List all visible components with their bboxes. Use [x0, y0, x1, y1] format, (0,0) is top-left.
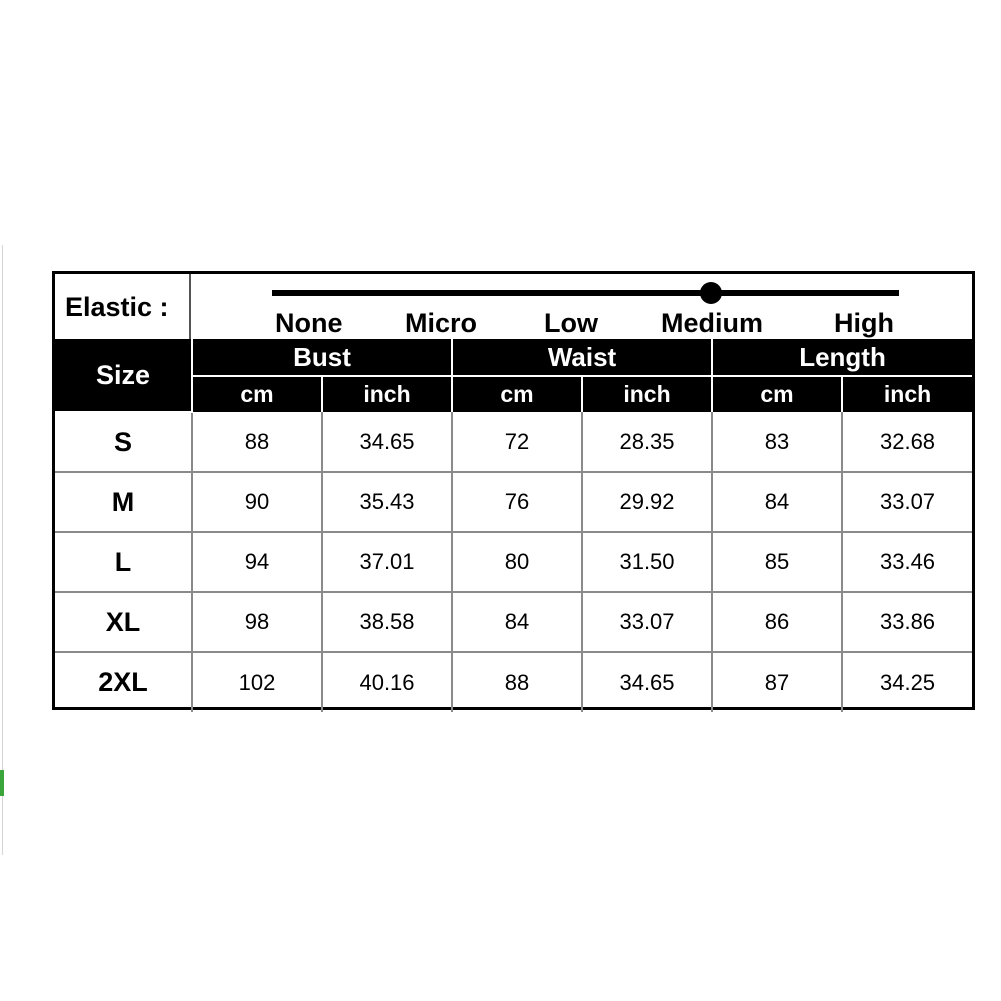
value-cell: 88	[452, 652, 582, 712]
value-cell: 84	[712, 472, 842, 532]
unit-header-bust-inch: inch	[322, 376, 452, 412]
size-cell: M	[55, 472, 192, 532]
value-cell: 31.50	[582, 532, 712, 592]
header-row-units	[55, 376, 972, 412]
value-cell: 102	[192, 652, 322, 712]
unit-header-length-cm: cm	[712, 376, 842, 412]
size-column-header: Size	[55, 339, 192, 412]
value-cell: 34.65	[322, 412, 452, 472]
value-cell: 37.01	[322, 532, 452, 592]
value-cell: 33.46	[842, 532, 972, 592]
size-cell: XL	[55, 592, 192, 652]
unit-header-waist-inch: inch	[582, 376, 712, 412]
size-table	[55, 339, 972, 712]
elastic-scale-bar	[272, 290, 899, 296]
header-row-groups	[55, 339, 972, 376]
value-cell: 98	[192, 592, 322, 652]
table-row	[55, 592, 972, 652]
value-cell: 87	[712, 652, 842, 712]
value-cell: 38.58	[322, 592, 452, 652]
left-edge-line	[2, 245, 3, 855]
value-cell: 83	[712, 412, 842, 472]
value-cell: 28.35	[582, 412, 712, 472]
value-cell: 90	[192, 472, 322, 532]
value-cell: 40.16	[322, 652, 452, 712]
value-cell: 88	[192, 412, 322, 472]
elastic-row	[55, 274, 972, 339]
value-cell: 84	[452, 592, 582, 652]
size-chart	[52, 271, 975, 710]
value-cell: 85	[712, 532, 842, 592]
elastic-scale-knob	[700, 282, 722, 304]
table-row	[55, 472, 972, 532]
group-header-length: Length	[712, 339, 972, 376]
table-row	[55, 532, 972, 592]
value-cell: 33.86	[842, 592, 972, 652]
value-cell: 86	[712, 592, 842, 652]
size-cell: L	[55, 532, 192, 592]
unit-header-waist-cm: cm	[452, 376, 582, 412]
value-cell: 80	[452, 532, 582, 592]
value-cell: 33.07	[582, 592, 712, 652]
group-header-bust: Bust	[192, 339, 452, 376]
elastic-level-high: High	[834, 308, 894, 338]
table-row	[55, 412, 972, 472]
left-edge-marker	[0, 770, 4, 796]
elastic-level-none: None	[275, 308, 343, 338]
unit-header-bust-cm: cm	[192, 376, 322, 412]
value-cell: 72	[452, 412, 582, 472]
value-cell: 29.92	[582, 472, 712, 532]
value-cell: 32.68	[842, 412, 972, 472]
size-cell: S	[113, 426, 132, 457]
elastic-level-micro: Micro	[405, 308, 478, 338]
group-header-waist: Waist	[452, 339, 712, 376]
elastic-level-medium: Medium	[661, 308, 764, 338]
value-cell: 34.25	[842, 652, 972, 712]
value-cell: 94	[192, 532, 322, 592]
size-cell: 2XL	[55, 652, 192, 712]
elastic-level-low: Low	[544, 308, 598, 338]
value-cell: 35.43	[322, 472, 452, 532]
value-cell: 34.65	[582, 652, 712, 712]
elastic-label: Elastic :	[55, 274, 191, 339]
table-row	[55, 652, 972, 712]
unit-header-length-inch: inch	[842, 376, 972, 412]
value-cell: 76	[452, 472, 582, 532]
value-cell: 33.07	[842, 472, 972, 532]
